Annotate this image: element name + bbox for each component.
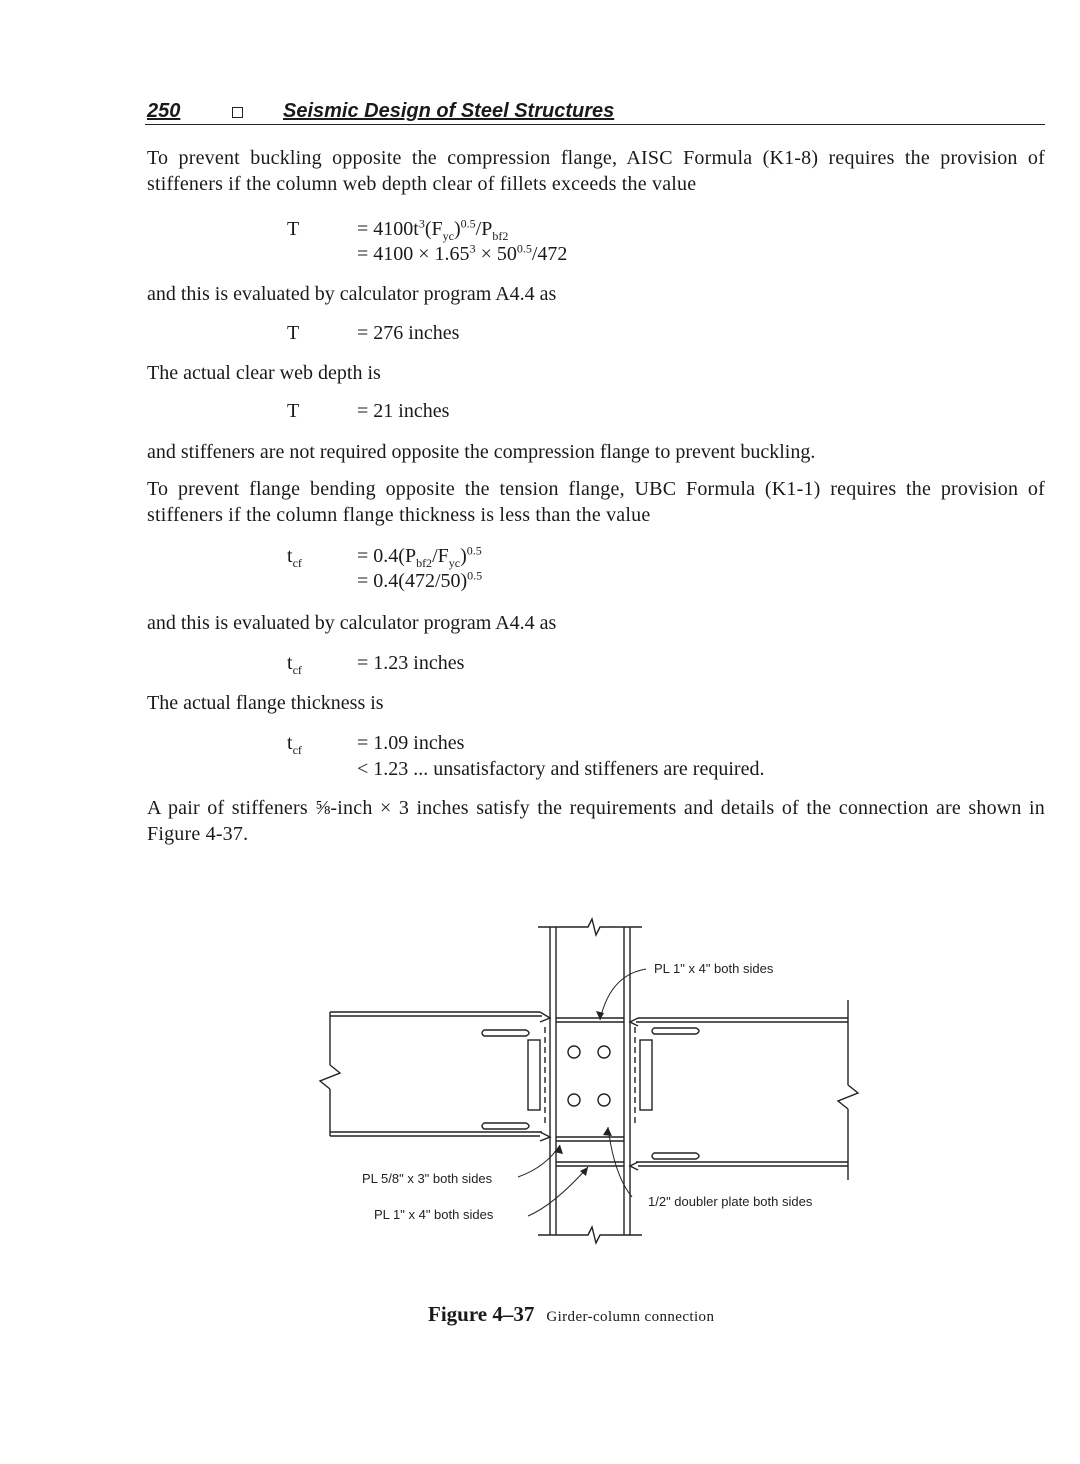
figure-caption (428, 1302, 714, 1327)
eq3-lhs: T (287, 400, 300, 422)
page-number: 250 (147, 100, 181, 122)
separator-box-icon (232, 107, 243, 118)
eq5-result: = 1.23 inches (357, 652, 465, 674)
eq4-substitution: = $0.4(472/50)^{0.5}$ (357, 568, 483, 592)
eq5-lhs: $t_{cf}$ (287, 652, 302, 677)
paragraph-actual-flange: The actual flange thickness is (147, 692, 384, 714)
eq2-lhs: T (287, 322, 300, 344)
eq4-lhs: $t_{cf}$ (287, 545, 302, 570)
paragraph-compression-flange: To prevent buckling opposite the compression flange, AISC Formula (K1-8) requires the provision of stiffeners if the column web depth clear of fillets exceeds the value (147, 147, 1045, 195)
eq6-lhs: $t_{cf}$ (287, 732, 302, 757)
label-top-plate: PL 1" x 4" both sides (654, 961, 774, 976)
label-doubler-plate: 1/2" doubler plate both sides (648, 1194, 813, 1209)
paragraph-evaluated-1: and this is evaluated by calculator program A4.4 as (147, 283, 557, 305)
eq2-result: = 276 inches (357, 322, 460, 344)
paragraph-not-required: and stiffeners are not required opposite the compression flange to prevent buckling. (147, 441, 816, 463)
eq1-substitution: = $4100 \times 1.65^3 \times 50^{0.5}/472$ (357, 241, 568, 265)
figure-caption-text: Girder-column connection (546, 1309, 715, 1325)
paragraph-stiffener-pair: A pair of stiffeners ⅝-inch × 3 inches satisfy the requirements and details of the connection are shown in Figure 4-37. (147, 797, 1045, 845)
running-header (145, 98, 1045, 125)
label-stiffener-plate: PL 5/8" x 3" both sides (362, 1171, 493, 1186)
book-title: Seismic Design of Steel Structures (283, 100, 615, 122)
paragraph-actual-web: The actual clear web depth is (147, 362, 381, 384)
label-bottom-plate: PL 1" x 4" both sides (374, 1207, 494, 1222)
paragraph-evaluated-2: and this is evaluated by calculator program A4.4 as (147, 612, 557, 634)
eq1-lhs: T (287, 218, 300, 240)
eq1-formula: = $4100t^3(F_{yc})^{0.5}/P_{bf2}$ (357, 216, 509, 243)
eq4-formula: = $0.4(P_{bf2}/F_{yc})^{0.5}$ (357, 543, 482, 570)
eq6-conclusion: < 1.23 ... unsatisfactory and stiffeners are required. (357, 758, 765, 780)
girder-column-connection-figure (310, 905, 870, 1265)
eq6-result: = 1.09 inches (357, 732, 465, 754)
eq3-result: = 21 inches (357, 400, 450, 422)
figure-caption-number: Figure 4–37 (428, 1302, 535, 1326)
paragraph-tension-flange: To prevent flange bending opposite the tension flange, UBC Formula (K1-1) requires the provision of stiffeners if the column flange thickness is less than the value (147, 478, 1045, 526)
